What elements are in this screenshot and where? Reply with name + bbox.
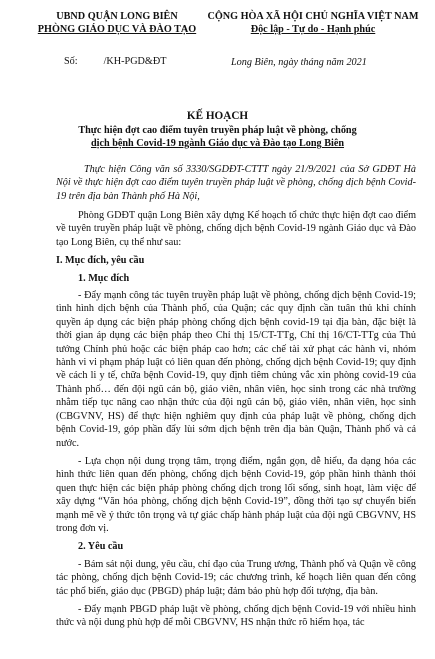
intro-paragraph: Thực hiện Công văn số 3330/SGDĐT-CTTT ngày 21/9/2021 của Sở GDĐT Hà Nội về thực hiện đợt cao điểm tuyên truyền pháp luật về phòng, chống dịch bệnh Covid-19 trên địa bàn Thành phố Hà Nội, <box>56 164 416 202</box>
subtitle-line-1: Thực hiện đợt cao điểm tuyên truyền pháp luật về phòng, chống <box>78 125 357 136</box>
paragraph-purpose-2: - Lựa chọn nội dung trọng tâm, trọng điểm, ngắn gọn, dễ hiểu, đa dạng hóa các hình thức liên quan đến phòng, chống dịch bệnh Covid-19, góp phần hình thành thói quen thực hiện các biện pháp phòng chống dịch trong lối sống, sinh hoạt, làm việc để xây dựng “Văn hóa phòng, chống dịch bệnh Covid-19”, đồng thời tạo sự chuyển biến mạnh mẽ về ý thức tôn trọng và tự giác chấp hành pháp luật của đội ngũ CBGVNV, HS trong đơn vị. <box>56 455 416 534</box>
subtitle-line-2: dịch bệnh Covid-19 ngành Giáo dục và Đào tạo Long Biên <box>90 138 345 149</box>
paragraph-plan: Phòng GDĐT quận Long Biên xây dựng Kế hoạch tổ chức thực hiện đợt cao điểm về tuyên truyền pháp luật về phòng, chống dịch bệnh Covid-19 ngành Giáo dục và Đào tạo Long Biên, cụ thể như sau: <box>56 210 416 248</box>
document-number <box>64 56 166 67</box>
paragraph-requirement-1: - Bám sát nội dung, yêu cầu, chỉ đạo của Trung ương, Thành phố và Quận về công tác phòng, chống dịch bệnh Covid-19; các chương trình, kế hoạch liên quan đến công tác phổ biến, giáo dục (PBGD) pháp luật; đảm bảo phù hợp đối tượng, địa bàn. <box>56 558 416 597</box>
place-date: Long Biên, ngày tháng năm 2021 <box>231 57 367 68</box>
subsection-heading-purpose: 1. Mục đích <box>78 272 130 284</box>
document-subtitle <box>0 124 435 150</box>
doc-number-label: Số: <box>64 56 78 67</box>
agency-line-2: PHÒNG GIÁO DỤC VÀ ĐÀO TẠO <box>37 24 197 35</box>
paragraph-purpose-1: - Đẩy mạnh công tác tuyên truyền pháp luật về phòng, chống dịch bệnh Covid-19; tình hình dịch bệnh của Thành phố, của Quận; các quy định cần tuân thủ khi chính quyền áp dụng các biện pháp phòng chống dịch bệnh covid-19 tại địa bàn, đặc biệt là thời gian áp dụng các biện pháp theo Chỉ thị 15/CT-TTg, Chỉ thị 16/CT-TTg của Thủ tướng Chính phủ hoặc các biện pháp cao hơn; các chế tài xử phạt các hành vi, nhóm hành vi vi phạm pháp luật có liên quan đến phòng, chống dịch bệnh Covid-19; quy định về cách li y tế, chữa bệnh Covid-19, quy định tiêm chủng vắc xin phòng covid-19 của Thành phố… đến đội ngũ cán bộ, giáo viên, nhân viên, học sinh trong các nhà trường nhằm tiếp tục nâng cao nhận thức của đội ngũ cán bộ, giáo viên, nhân viên, học sinh (CBGVNV, HS) để thực hiện nghiêm quy định của pháp luật về phòng, chống dịch bệnh Covid-19, góp phần đẩy lùi sớm dịch bệnh trên địa bàn Quận, Thành phố và cả nước. <box>56 290 416 449</box>
agency-line-1: UBND QUẬN LONG BIÊN <box>56 11 178 22</box>
issuing-agency <box>32 10 202 36</box>
national-motto: Độc lập - Tự do - Hạnh phúc <box>250 24 376 35</box>
section-heading: I. Mục đích, yêu cầu <box>56 255 145 267</box>
paragraph-requirement-2: - Đẩy mạnh PBGD pháp luật về phòng, chống dịch bệnh Covid-19 với nhiều hình thức và nội dung phù hợp để mỗi CBGVNV, HS nhận thức rõ hiểm họa, tác <box>56 603 416 629</box>
subsection-heading-requirements: 2. Yêu cầu <box>78 541 124 553</box>
document-body <box>56 209 416 635</box>
doc-number-code: /KH-PGD&ĐT <box>103 56 167 67</box>
national-heading <box>198 10 428 36</box>
nation-name: CỘNG HÒA XÃ HỘI CHỦ NGHĨA VIỆT NAM <box>207 11 419 22</box>
document-title: KẾ HOẠCH <box>186 110 249 122</box>
